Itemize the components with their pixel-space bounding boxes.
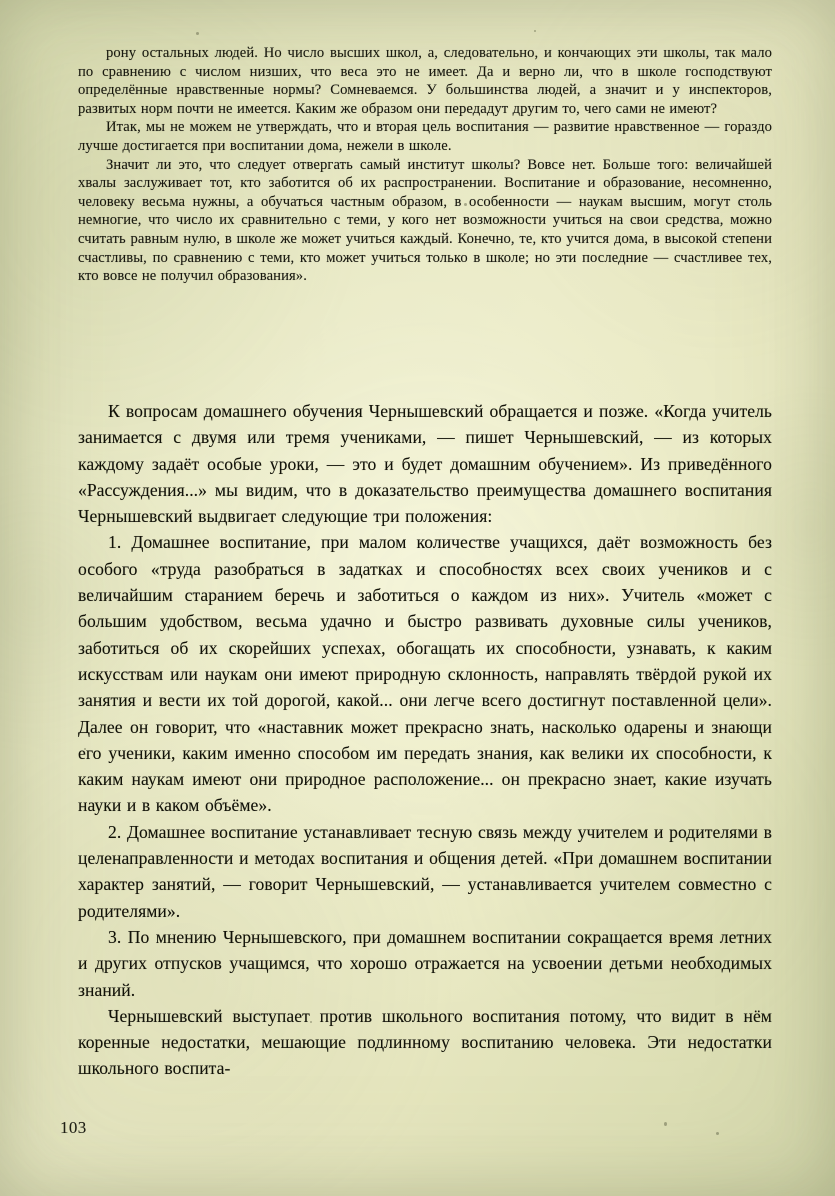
page-content <box>78 0 772 1196</box>
body-paragraph: Чернышевский выступает против школьного воспитания потому, что видит в нём коренные недостатки, мешающие подлинному воспитанию человека. Эти недостатки школьного воспита- <box>78 1005 772 1079</box>
body-paragraph: К вопросам домашнего обучения Чернышевский обращается и позже. «Когда учитель занимается с двумя или тремя учениками, — пишет Чернышевский, — из которых каждому задаёт особые уроки, — это и будет домашним обучением». Из приведённого «Рассуждения...» мы видим, что в доказательство преимущества домашнего воспитания Чернышевский выдвигает следующие три положения: <box>78 401 772 527</box>
body-text-block <box>78 398 772 1082</box>
body-paragraph: 3. По мнению Чернышевского, при домашнем воспитании сокращается время летних и других отпусков учащимся, что хорошо отражается на усвоении детьми необходимых знаний. <box>78 926 772 1000</box>
quotation-block <box>78 44 772 286</box>
body-paragraph: 1. Домашнее воспитание, при малом количестве учащихся, даёт возможность без особого «труда разобраться в задатках и способностях всех своих учеников и с величайшим старанием беречь и заботиться о каждом из них». Учитель «может с большим удобством, весьма удачно и быстро развивать духовные силы учеников, заботиться об их скорейших успехах, обогащать их способности, узнавать, к каким искусствам или наукам они имеют природную склонность, направлять твёрдой рукой их занятия и вести их той дорогой, какой... они легче всего достигнут поставленной цели». Далее он говорит, что «наставник может прекрасно знать, насколько одарены и знающи его ученики, каким именно способом им передать знания, как велики их способности, к каким наукам имеют они природное расположение... он прекрасно знает, какие изучать науки и в каком объёме». <box>78 532 772 816</box>
quote-paragraph: Итак, мы не можем не утверждать, что и вторая цель воспитания — развитие нравственное — гораздо лучше достигается при воспитании дома, нежели в школе. <box>78 119 772 154</box>
quote-paragraph: рону остальных людей. Но число высших школ, а, следовательно, и кончающих эти школы, так мало по сравнению с числом низших, что веса это не имеет. Да и верно ли, что в школе господствуют определённые нравственные нормы? Сомневаемся. У большинства людей, а значит и у инспекторов, развитых норм почти не имеется. Каким же образом они передадут другим то, чего сами не имеют? <box>78 45 772 117</box>
page-number: 103 <box>60 1118 87 1137</box>
body-paragraph: 2. Домашнее воспитание устанавливает тесную связь между учителем и родителями в целенаправленности и методах воспитания и общения детей. «При домашнем воспитании характер занятий, — говорит Чернышевский, — устанавливается учителем совместно с родителями». <box>78 821 772 921</box>
quote-paragraph: Значит ли это, что следует отвергать самый институт школы? Вовсе нет. Больше того: величайшей хвалы заслуживает тот, кто заботится об их распространении. Воспитание и образование, несомненно, человеку весьма нужны, а обучаться частным образом, в особенности — наукам высшим, могут столь немногие, что число их сравнительно с теми, у кого нет возможности учиться на свои средства, можно считать равным нулю, в школе же может учиться каждый. Конечно, те, кто учится дома, в высокой степени счастливы, по сравнению с теми, кто может учиться только в школе; но эти последние — счастливее тех, кто вовсе не получил образования». <box>78 156 772 285</box>
